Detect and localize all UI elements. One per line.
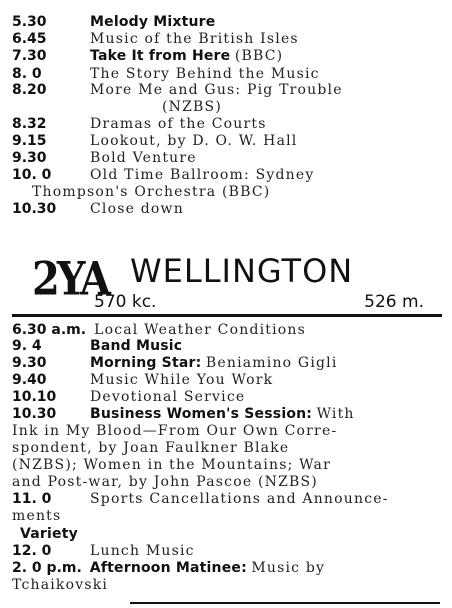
time: 6.30 a.m. <box>12 322 87 338</box>
time: 10.10 <box>12 389 57 405</box>
list-item <box>12 560 444 576</box>
time: 7.30 <box>12 48 47 64</box>
station-logo: 2YA <box>32 252 108 307</box>
program: Thompson's Orchestra (BBC) <box>32 184 271 200</box>
program-title: Afternoon Matinee: <box>89 560 247 576</box>
time: 6.45 <box>12 31 47 47</box>
list-item-continuation <box>12 508 442 524</box>
list-item <box>12 66 444 82</box>
program: ments <box>12 508 62 524</box>
time: 11. 0 <box>12 491 52 507</box>
list-item-continuation <box>12 99 444 115</box>
list-item-continuation <box>12 440 442 456</box>
program: Lunch Music <box>90 543 195 559</box>
program: Tchaikovski <box>12 577 109 593</box>
station-wavelength: 526 m. <box>364 292 424 312</box>
list-item <box>12 150 444 166</box>
list-item-continuation <box>12 577 442 593</box>
program: Ink in My Blood—From Our Own Corre- <box>12 423 338 439</box>
time: 2. 0 p.m. <box>12 560 82 576</box>
list-item <box>12 389 444 405</box>
bottom-rule <box>130 602 440 604</box>
list-item <box>12 201 444 217</box>
station-frequency: 570 kc. <box>94 292 157 312</box>
time: 8. 0 <box>12 66 42 82</box>
program: (NZBS); Women in the Mountains; War <box>12 457 331 473</box>
station-header <box>12 246 442 318</box>
time: 12. 0 <box>12 543 52 559</box>
time: 10. 0 <box>12 167 52 183</box>
list-item <box>12 116 444 132</box>
list-item <box>12 338 444 354</box>
program: Music of the British Isles <box>90 31 299 47</box>
list-item <box>12 355 444 371</box>
time: 9.30 <box>12 355 47 371</box>
program-title: Melody Mixture <box>90 14 216 30</box>
program-title: Variety <box>20 526 78 542</box>
program: Lookout, by D. O. W. Hall <box>90 133 298 149</box>
program: With <box>316 406 355 422</box>
time: 10.30 <box>12 406 57 422</box>
list-item <box>12 14 444 30</box>
program: Bold Venture <box>90 150 197 166</box>
program: and Post-war, by John Pascoe (NZBS) <box>12 474 318 490</box>
program-title: Band Music <box>90 338 183 354</box>
time: 10.30 <box>12 201 57 217</box>
program: More Me and Gus: Pig Trouble <box>90 82 343 98</box>
list-item <box>12 543 444 559</box>
program: The Story Behind the Music <box>90 66 320 82</box>
list-item <box>12 491 444 507</box>
list-item <box>12 82 444 98</box>
time: 9.15 <box>12 133 47 149</box>
list-item <box>12 48 444 64</box>
time: 9. 4 <box>12 338 42 354</box>
program: Local Weather Conditions <box>94 322 307 338</box>
program: Close down <box>90 201 184 217</box>
list-item <box>12 133 444 149</box>
list-item <box>12 31 444 47</box>
time: 8.32 <box>12 116 47 132</box>
list-item <box>12 167 444 183</box>
list-item-continuation <box>12 474 442 490</box>
list-item-continuation <box>12 423 442 439</box>
program: Dramas of the Courts <box>90 116 267 132</box>
program: Devotional Service <box>90 389 246 405</box>
list-item <box>20 526 444 542</box>
list-item-continuation <box>12 457 442 473</box>
program-title: Morning Star: <box>90 355 202 371</box>
program-title: Business Women's Session: <box>90 406 313 422</box>
time: 8.20 <box>12 82 47 98</box>
program: Sports Cancellations and Announce- <box>90 491 389 507</box>
program: (NZBS) <box>162 99 222 115</box>
program: Old Time Ballroom: Sydney <box>90 167 315 183</box>
list-item <box>12 322 444 338</box>
station-city: WELLINGTON <box>130 252 354 290</box>
program: Music While You Work <box>90 372 274 388</box>
program: Music by <box>251 560 326 576</box>
time: 9.40 <box>12 372 47 388</box>
program: spondent, by Joan Faulkner Blake <box>12 440 290 456</box>
program-title: Take It from Here <box>90 48 231 64</box>
program: (BBC) <box>234 48 284 64</box>
header-rule <box>12 314 442 317</box>
list-item <box>12 372 444 388</box>
list-item-continuation <box>12 184 444 200</box>
list-item <box>12 406 444 422</box>
program: Beniamino Gigli <box>205 355 338 371</box>
time: 5.30 <box>12 14 47 30</box>
time: 9.30 <box>12 150 47 166</box>
